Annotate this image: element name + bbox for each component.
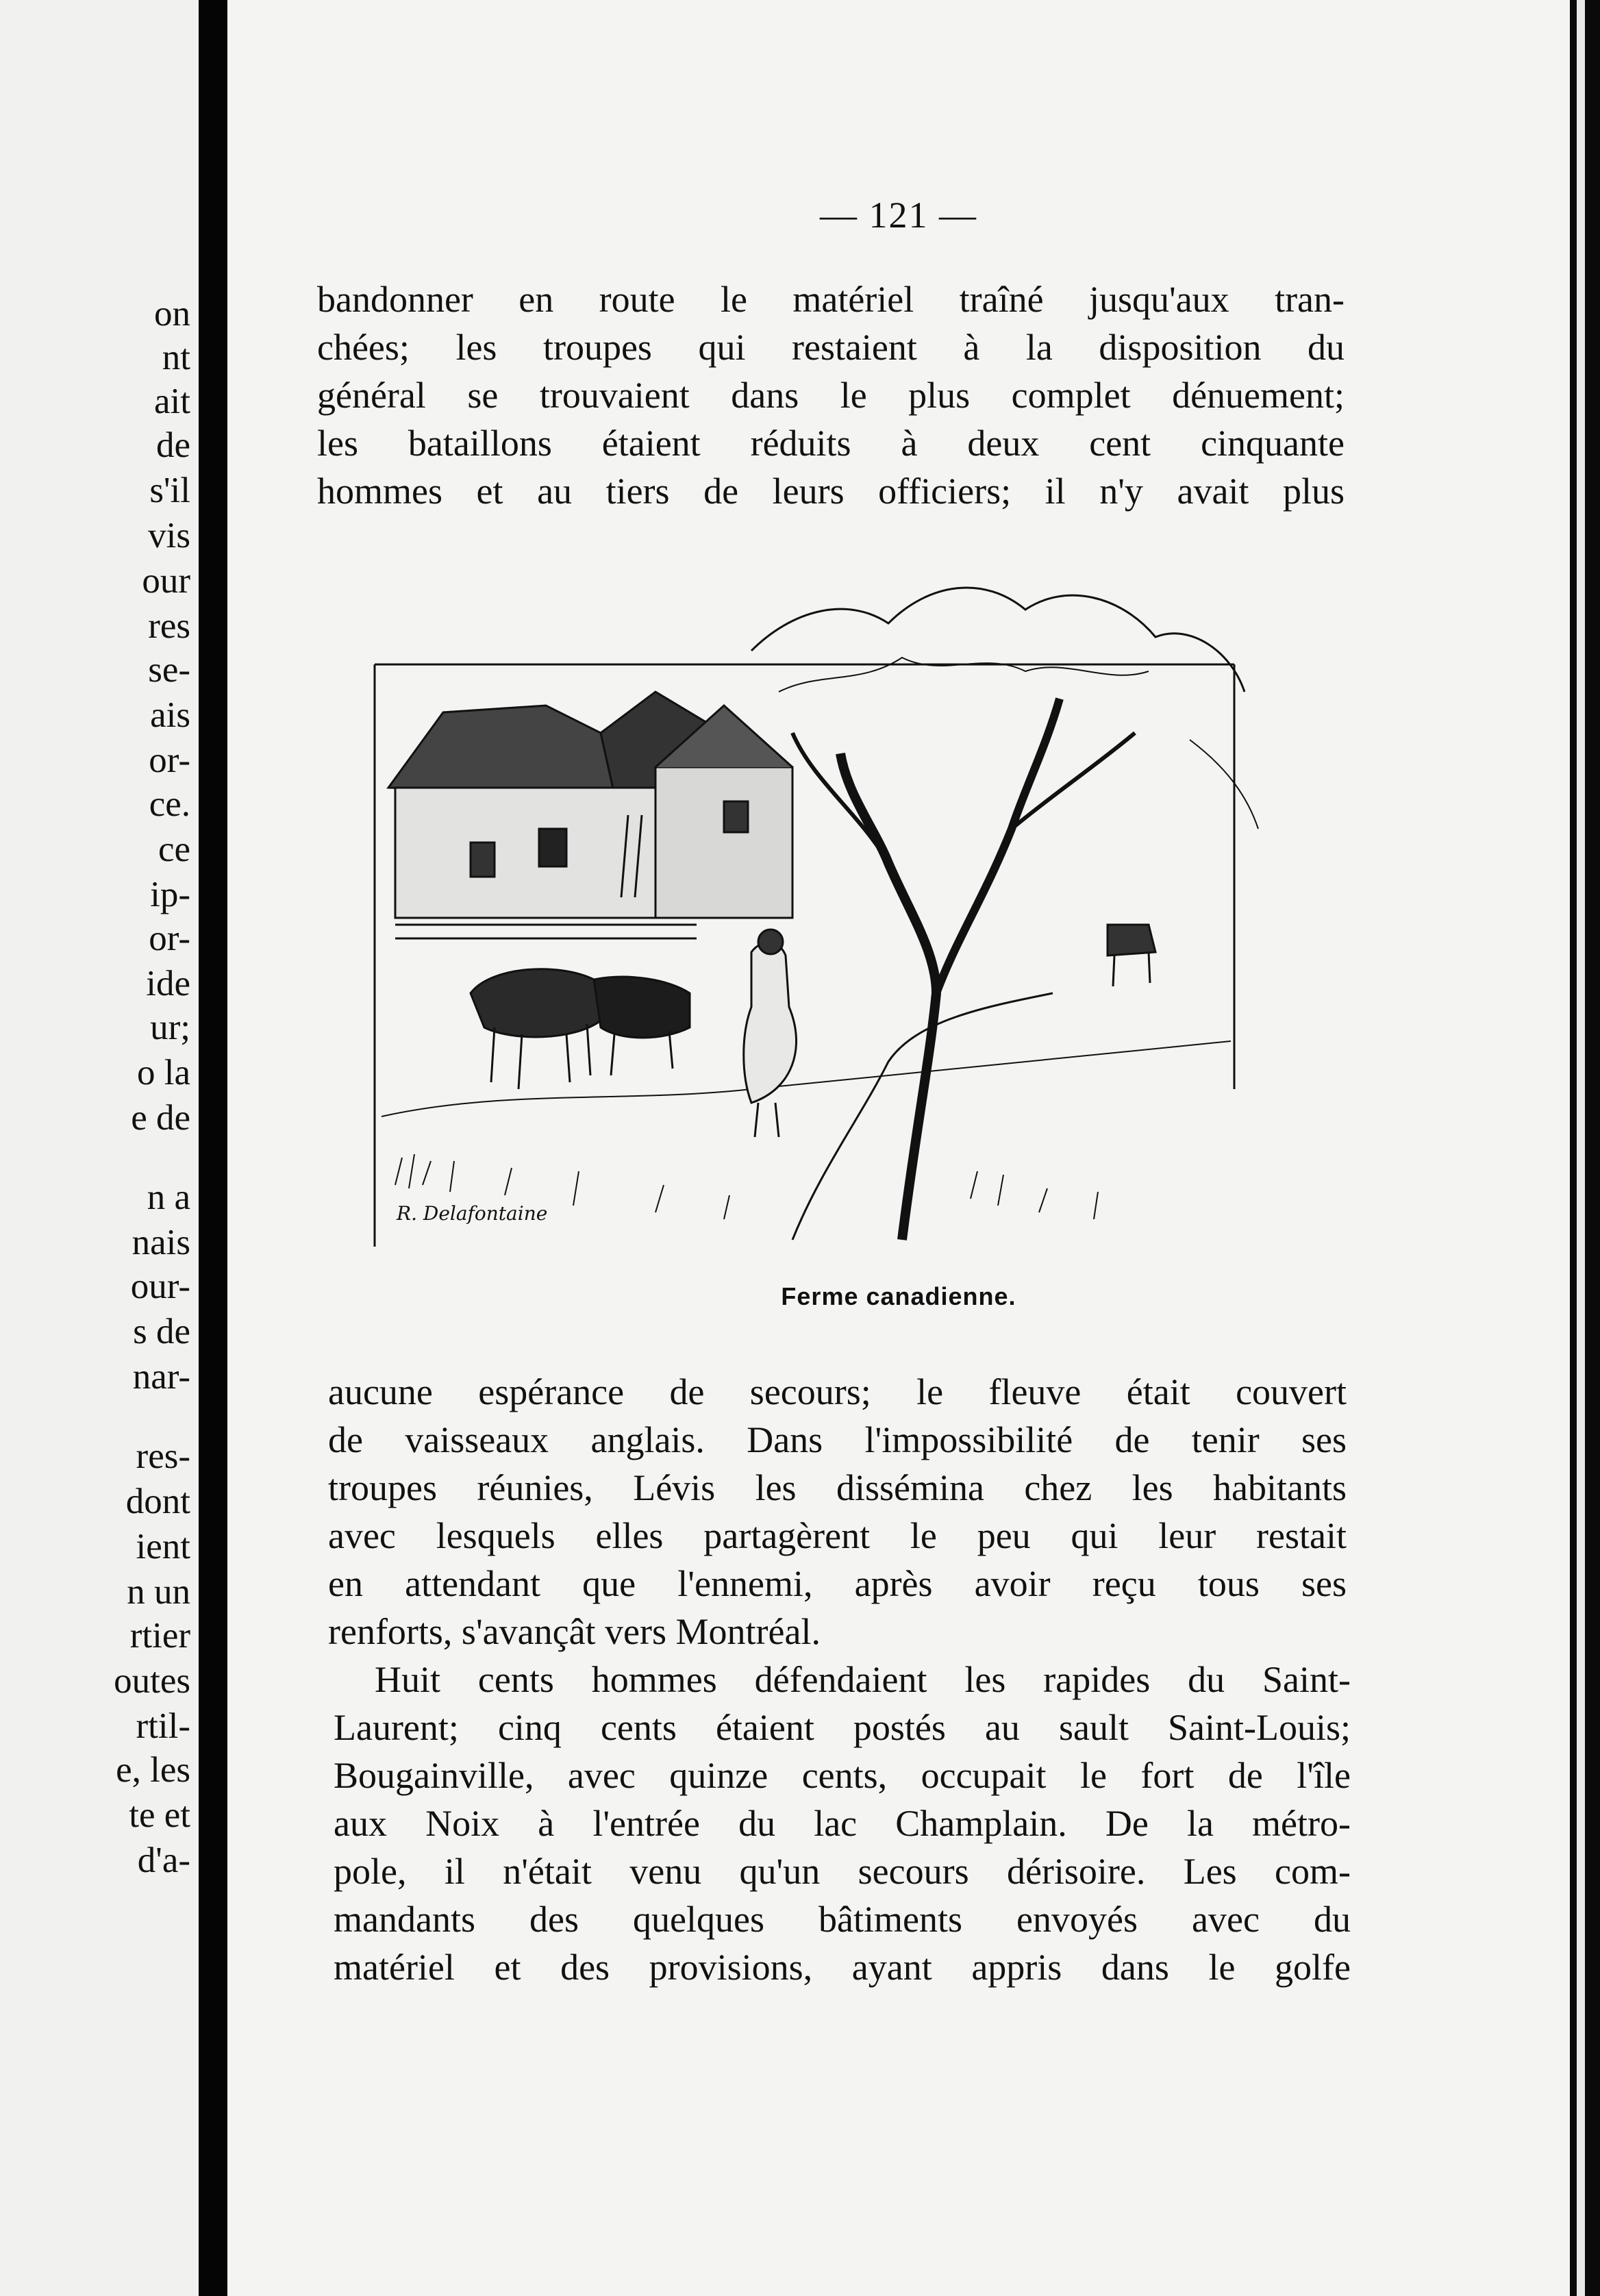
text-line: chées; les troupes qui restaient à la disposition du: [317, 327, 1345, 368]
left-page-text-fragment: d'a-: [137, 1840, 190, 1880]
left-page-text-fragment: e de: [131, 1098, 190, 1138]
left-page-text-fragment: te et: [129, 1795, 190, 1835]
artist-signature: R. Delafontaine: [397, 1202, 548, 1225]
left-page-text-fragment: n un: [127, 1572, 190, 1612]
left-page-fragment: [0, 0, 199, 2296]
text-line: les bataillons étaient réduits à deux cent cinquante: [317, 423, 1345, 464]
left-page-text-fragment: nt: [162, 338, 190, 377]
left-page-text-fragment: our-: [130, 1266, 190, 1306]
page-edge-strip: [1577, 0, 1585, 2296]
left-page-text-fragment: ais: [150, 695, 190, 735]
text-line: hommes et au tiers de leurs officiers; il n'y avait plus: [317, 471, 1345, 512]
farm-drawing: [368, 569, 1508, 1274]
left-page-text-fragment: rtil-: [136, 1706, 190, 1746]
right-page-edge: [1570, 0, 1600, 2296]
left-page-text-fragment: ip-: [150, 875, 190, 914]
left-page-text-fragment: or-: [149, 919, 190, 958]
farm-illustration: [368, 569, 1508, 1274]
left-page-text-fragment: o la: [137, 1053, 190, 1093]
left-page-text-fragment: ait: [154, 382, 190, 421]
text-line: en attendant que l'ennemi, après avoir reçu tous ses: [328, 1563, 1347, 1604]
left-page-text-fragment: dont: [125, 1482, 190, 1521]
page-number: — 121 —: [820, 195, 977, 236]
left-page-text-fragment: ient: [136, 1527, 190, 1567]
book-gutter: [199, 0, 227, 2296]
text-line: Bougainville, avec quinze cents, occupait le fort de l'île: [334, 1755, 1351, 1796]
left-page-text-fragment: vis: [148, 516, 190, 556]
left-page-text-fragment: ce.: [149, 784, 190, 824]
left-page-text-fragment: de: [155, 425, 190, 465]
text-line: pole, il n'était venu qu'un secours dérisoire. Les com-: [334, 1851, 1351, 1892]
text-line: avec lesquels elles partagèrent le peu qui leur restait: [328, 1515, 1347, 1556]
left-page-text-fragment: se-: [148, 650, 190, 690]
text-line: renforts, s'avançât vers Montréal.: [328, 1611, 821, 1652]
text-line: troupes réunies, Lévis les dissémina chez les habitants: [328, 1467, 1347, 1508]
text-line: mandants des quelques bâtiments envoyés avec du: [334, 1899, 1351, 1940]
text-line: Laurent; cinq cents étaient postés au sault Saint-Louis;: [334, 1707, 1351, 1748]
left-page-text-fragment: s'il: [149, 471, 190, 510]
main-page: [227, 0, 1570, 2296]
text-line: aux Noix à l'entrée du lac Champlain. De la métro-: [334, 1803, 1351, 1844]
left-page-text-fragment: ce: [158, 829, 190, 869]
left-page-text-fragment: on: [154, 294, 190, 334]
text-line: bandonner en route le matériel traîné jusqu'aux tran-: [317, 279, 1345, 320]
left-page-text-fragment: s de: [133, 1312, 190, 1351]
left-page-text-fragment: res-: [136, 1436, 190, 1476]
left-page-text-fragment: nais: [132, 1223, 190, 1262]
text-line: général se trouvaient dans le plus complet dénuement;: [317, 375, 1345, 416]
left-page-text-fragment: nar-: [132, 1357, 190, 1397]
left-page-text-fragment: e, les: [116, 1750, 190, 1790]
left-page-text-fragment: res: [148, 606, 190, 646]
left-page-text-fragment: ide: [146, 964, 190, 1003]
left-page-text-fragment: our: [142, 561, 190, 601]
left-page-text-fragment: ur;: [150, 1008, 190, 1047]
text-line: Huit cents hommes défendaient les rapides du Saint-: [375, 1659, 1351, 1700]
text-line: aucune espérance de secours; le fleuve était couvert: [328, 1371, 1347, 1412]
left-page-text-fragment: n a: [147, 1177, 190, 1217]
illustration-caption: Ferme canadienne.: [781, 1282, 1016, 1310]
left-page-text-fragment: outes: [114, 1661, 190, 1701]
text-line: de vaisseaux anglais. Dans l'impossibilité de tenir ses: [328, 1419, 1347, 1460]
left-page-text-fragment: rtier: [129, 1616, 190, 1656]
left-page-text-fragment: or-: [149, 740, 190, 780]
text-line: matériel et des provisions, ayant appris dans le golfe: [334, 1947, 1351, 1988]
